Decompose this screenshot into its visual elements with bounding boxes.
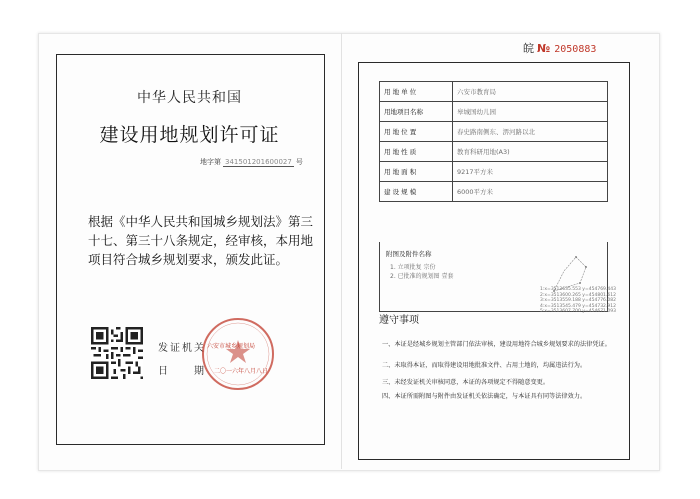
official-seal-stamp [200, 316, 276, 392]
certificate-body-text: 根据《中华人民共和国城乡规划法》第三十七、第三十八条规定，经审核，本用地项目符合城乡规划要求，颁发此证。 [88, 214, 314, 267]
serial-prefix: 皖 [523, 42, 534, 55]
serial-digits: 2050883 [554, 44, 597, 55]
rules-title: 遵守事项 [379, 315, 419, 326]
date-label-char-2: 期 [194, 366, 204, 377]
row-value: 9217平方米 [453, 162, 608, 182]
date-label [158, 362, 204, 377]
serial-number [523, 40, 596, 56]
row-label: 建 设 规 模 [380, 182, 453, 202]
row-label: 用地项目名称 [380, 102, 453, 122]
row-label: 用 地 单 位 [380, 82, 453, 102]
country-name: 中华人民共和国 [137, 90, 242, 106]
attachment-item: 1. 立项批复 宗份 [390, 264, 436, 271]
row-value: 皋城国幼儿园 [453, 102, 608, 122]
qr-code-icon [91, 327, 143, 379]
row-value: 6000平方米 [453, 182, 608, 202]
rule-item: 三、未经发证机关审核同意，本证的各项规定不得随意变更。 [382, 379, 550, 386]
certificate-title: 建设用地规划许可证 [99, 124, 280, 146]
land-info-table [379, 81, 608, 202]
row-label: 用 地 位 置 [380, 122, 453, 142]
permit-number: 341501201600027 [225, 158, 292, 166]
coordinate-line: 5:x=3513607.700 y=454671.093 [540, 309, 616, 315]
table-row [380, 82, 608, 102]
coordinate-line: 3:x=3513559.188 y=454776.082 [540, 298, 616, 304]
coordinate-line: 2:x=3513600.265 y=454801.612 [540, 292, 616, 298]
boundary-coordinates [540, 287, 616, 315]
rule-item: 四、本证所需附图与附件由发证机关依法确定，与本证具有同等法律效力。 [382, 393, 587, 400]
table-row [380, 162, 608, 182]
permit-number-line [200, 157, 303, 167]
rule-item: 二、未取得本证，而取得建设用地批准文件、占用土地的，均属违法行为。 [382, 362, 587, 369]
issuer-label: 发证机关 [158, 343, 206, 354]
seal-text: 六安市城乡规划局 [207, 343, 256, 350]
seal-date: 二〇一六年八月八日 [214, 368, 269, 375]
table-row [380, 102, 608, 122]
rule-item: 一、本证是经城乡规划主管部门依法审核，建设用地符合城乡规划要求的法律凭证。 [382, 341, 611, 348]
table-row [380, 142, 608, 162]
center-fold [341, 33, 342, 469]
permit-prefix: 地字第 [200, 158, 221, 166]
coordinate-line: 4:x=3513545.479 y=454732.912 [540, 303, 616, 309]
row-value: 六安市教育局 [453, 82, 608, 102]
number-sign: № [537, 42, 551, 55]
coordinate-line: 1:x=3513635.553 y=454769.443 [540, 287, 616, 292]
attachment-item: 2. 已批准的规划图 壹套 [390, 273, 454, 280]
table-row [380, 122, 608, 142]
row-value: 教育科研用地(A3) [453, 142, 608, 162]
permit-suffix: 号 [295, 158, 303, 166]
row-value: 春史路南侧东、淠河路以北 [453, 122, 608, 142]
row-label: 用 地 性 质 [380, 142, 453, 162]
attachments-title: 附图及附件名称 [386, 250, 432, 258]
date-label-char-1: 日 [158, 366, 168, 377]
table-row [380, 182, 608, 202]
row-label: 用 地 面 积 [380, 162, 453, 182]
